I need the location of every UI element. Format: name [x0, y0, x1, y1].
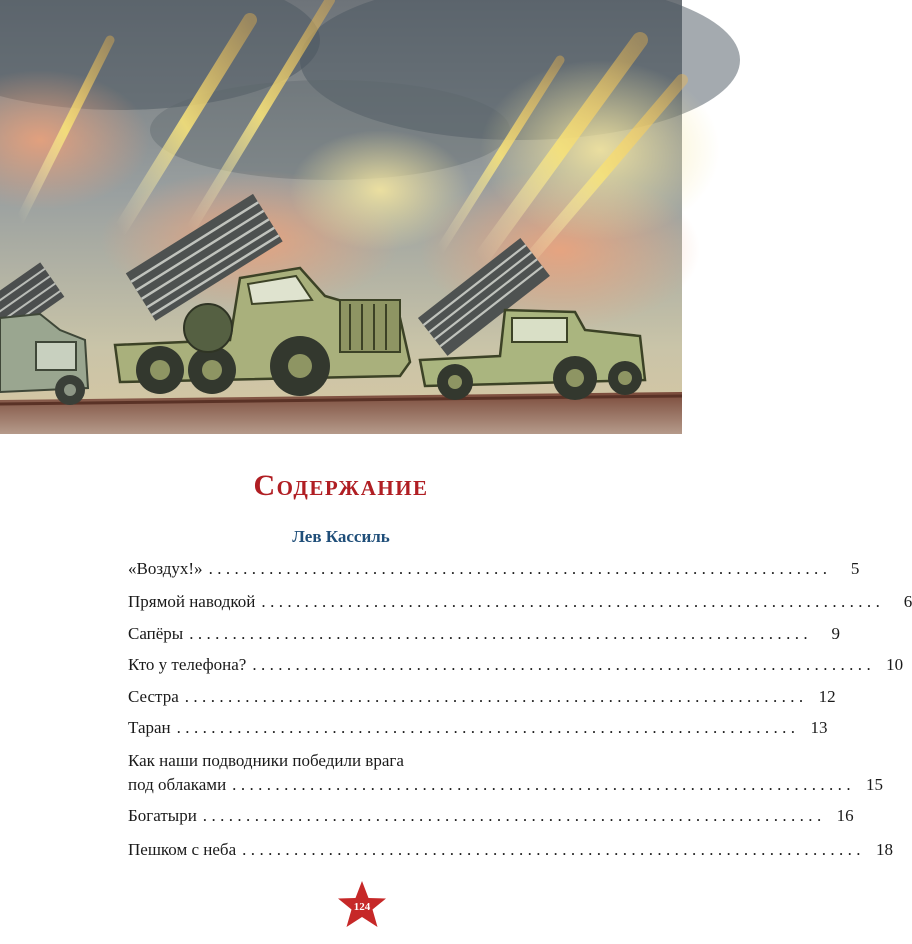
toc-entry[interactable] [128, 750, 883, 796]
toc-leader-dots: ........................................................................ [189, 624, 813, 643]
toc-page-number: 16 [836, 806, 854, 825]
toc-title: Кто у телефона? [128, 655, 247, 674]
toc-title: под облаками [128, 775, 227, 794]
toc-entry[interactable] [128, 839, 893, 861]
toc-entry[interactable] [128, 717, 828, 739]
toc-leader-dots: ........................................................................ [261, 592, 885, 611]
toc-page-number: 6 [903, 592, 912, 611]
toc-title: Богатыри [128, 806, 197, 825]
toc-title: Пешком с неба [128, 840, 237, 859]
toc-leader-dots: ........................................................................ [176, 718, 800, 737]
toc-leader-dots: ........................................................................ [208, 559, 832, 578]
toc-entry[interactable] [128, 623, 841, 645]
toc-title: «Воздух!» [128, 559, 203, 578]
toc-page-number: 13 [810, 718, 828, 737]
toc-title: Сапёры [128, 624, 184, 643]
toc-entry[interactable] [128, 654, 904, 676]
author-name: Лев Кассиль [292, 527, 390, 546]
toc-page-number: 10 [886, 655, 904, 674]
toc-page-number: 15 [865, 775, 883, 794]
toc-leader-dots: ........................................................................ [252, 655, 876, 674]
toc-entry[interactable] [128, 558, 860, 580]
page-title: Содержание [253, 469, 429, 502]
toc-page-number: 9 [831, 624, 841, 643]
toc-title-line-1: Как наши подводники победили врага [128, 751, 404, 770]
toc-page-number: 5 [850, 559, 860, 578]
toc-leader-dots: ........................................................................ [232, 775, 855, 794]
page-number: 124 [353, 901, 371, 913]
toc-entry[interactable] [128, 686, 836, 708]
toc-title: Сестра [128, 687, 179, 706]
toc-page-number: 12 [818, 687, 836, 706]
toc-entry[interactable] [128, 591, 912, 613]
toc-leader-dots: ........................................................................ [242, 840, 865, 859]
toc-leader-dots: ........................................................................ [202, 806, 826, 825]
toc-page-number: 18 [875, 840, 893, 859]
toc-title: Прямой наводкой [128, 592, 256, 611]
toc-entry[interactable] [128, 805, 854, 827]
toc-leader-dots: ........................................................................ [184, 687, 808, 706]
toc-title: Таран [128, 718, 171, 737]
katyusha-illustration [0, 0, 682, 434]
